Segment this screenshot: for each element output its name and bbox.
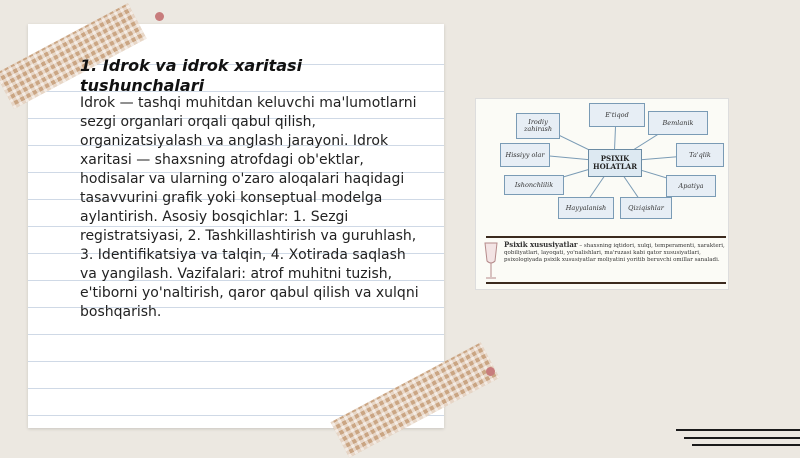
caption-heading: Psixik xususiyatlar — [504, 240, 578, 249]
diagram-center-node: PSIXIK HOLATLAR — [588, 149, 642, 177]
figure-divider — [486, 236, 726, 238]
figure-caption — [504, 241, 726, 264]
diagram-node: Bemlanik — [648, 111, 708, 135]
psychic-states-figure — [475, 98, 729, 290]
decorative-line — [676, 429, 800, 431]
diagram-node: E'tiqod — [589, 103, 645, 127]
diagram-node: Ishonchlilik — [504, 175, 564, 195]
caption-text: – shaxsning iqtidori, xulqi, temperamenti, xarakteri, qobiliyatlari, layoqati, yo'nalishlari, ma'ruzasi kabi qator xususiyatlari, psixologiyada psixik xususiyatlar moliyatini yoritib beruvchi omillar sanaladi. — [504, 243, 725, 263]
slide-body-text: Idrok — tashqi muhitdan keluvchi ma'lumotlarni sezgi organlari orqali qabul qilish, organizatsiyalash va anglash jarayoni. Idrok xaritasi — shaxsning atrofdagi ob'ektlar, hodisalar va ularning o'zaro aloqalari haqidagi tasavvurini grafik yoki konseptual modelga aylantirish. Asosiy bosqichlar: 1. Sezgi registratsiyasi, 2. Tashkillashtirish va guruhlash, 3. Identifikatsiya va talqin, 4. Xotirada saqlash va yangilash. Vazifalari: atrof muhitni tuzish, e'tiborni yo'naltirish, qaror qabul qilish va xulqni boshqarish. — [80, 95, 419, 320]
decorative-line — [684, 437, 800, 439]
decorative-line — [692, 444, 800, 446]
diagram-node: Ta'qlik — [676, 143, 724, 167]
diagram-node: Irodiy zahirash — [516, 113, 560, 139]
diagram-node: Hayyalanish — [558, 197, 614, 219]
diagram-node: Apatiya — [666, 175, 716, 197]
figure-divider-bottom — [486, 282, 726, 284]
diagram-node: Hissiyy olar — [500, 143, 550, 167]
diagram-area — [476, 99, 728, 229]
glass-icon — [482, 241, 500, 283]
diagram-node: Qiziqishlar — [620, 197, 672, 219]
pin-bottom-decoration — [486, 367, 495, 376]
slide-title: 1. Idrok va idrok xaritasi tushunchalari — [80, 56, 303, 95]
pin-top-decoration — [155, 12, 164, 21]
